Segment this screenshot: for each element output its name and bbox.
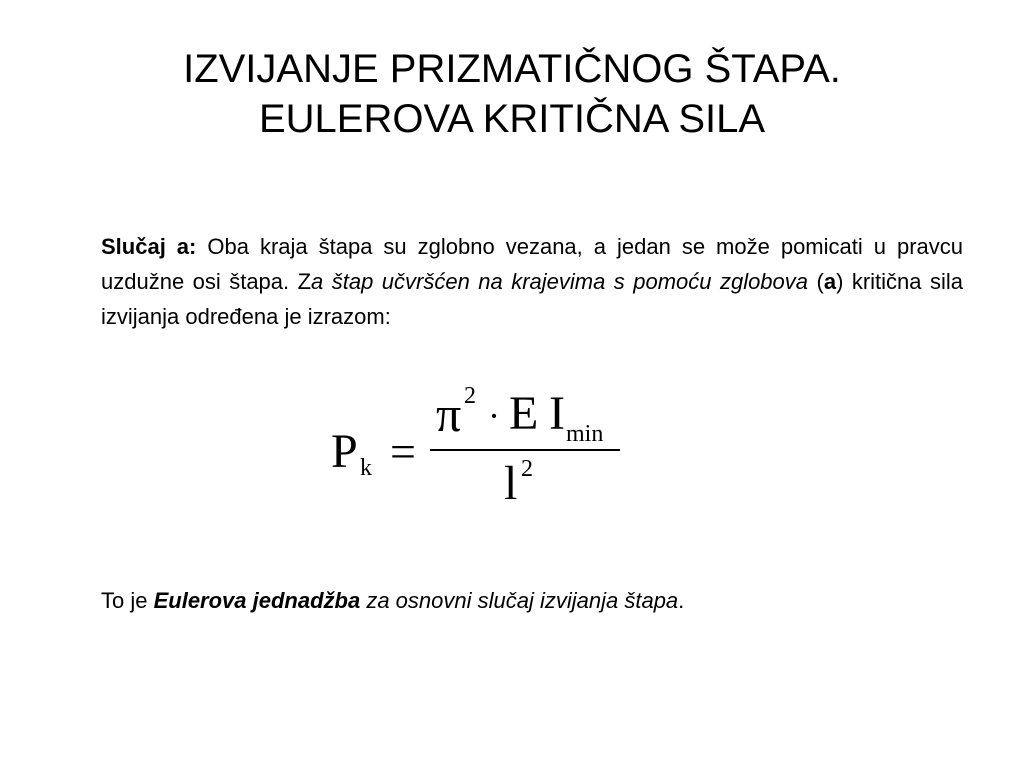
case-label: Slučaj a:	[101, 234, 197, 259]
formula-pi: π	[436, 386, 462, 442]
formula-pi-exponent: 2	[464, 383, 476, 409]
formula-min-subscript: min	[566, 421, 604, 447]
formula-k-subscript: k	[360, 455, 372, 481]
title-line-2: EULEROVA KRITIČNA SILA	[258, 97, 766, 141]
formula-equals: =	[390, 426, 416, 477]
summary-end: .	[678, 588, 685, 613]
slide-title	[0, 44, 1024, 144]
title-line-1: IZVIJANJE PRIZMATIČNOG ŠTAPA.	[183, 47, 841, 91]
paragraph-text-2: (	[808, 269, 824, 294]
summary-prefix: To je	[101, 588, 154, 613]
summary-italic: za osnovni slučaj izvijanja štapa	[360, 588, 679, 613]
case-a-paragraph	[101, 229, 963, 334]
paragraph-italic: a štap učvršćen na krajevima s pomoću zglobova	[311, 269, 809, 294]
summary-sentence	[101, 583, 963, 618]
paragraph-text-1: Oba kraja štapa su zglobno vezana, a jedan se može pomicati u pravcu uzdužne osi štapa. Z	[101, 234, 964, 294]
summary-bold-italic: Eulerova jednadžba	[153, 588, 361, 613]
formula-dot: ·	[488, 396, 500, 436]
formula-P: P	[331, 425, 358, 478]
formula-l-exponent: 2	[521, 456, 533, 482]
fraction-bar	[430, 449, 620, 451]
formula-l: l	[504, 457, 518, 510]
euler-formula	[328, 382, 648, 512]
formula-E: E	[509, 387, 539, 440]
paragraph-bold-a: a	[823, 269, 837, 294]
formula-I: I	[549, 387, 565, 440]
paragraph-text-3: ) kritična sila izvijanja određena je izrazom:	[101, 269, 963, 329]
